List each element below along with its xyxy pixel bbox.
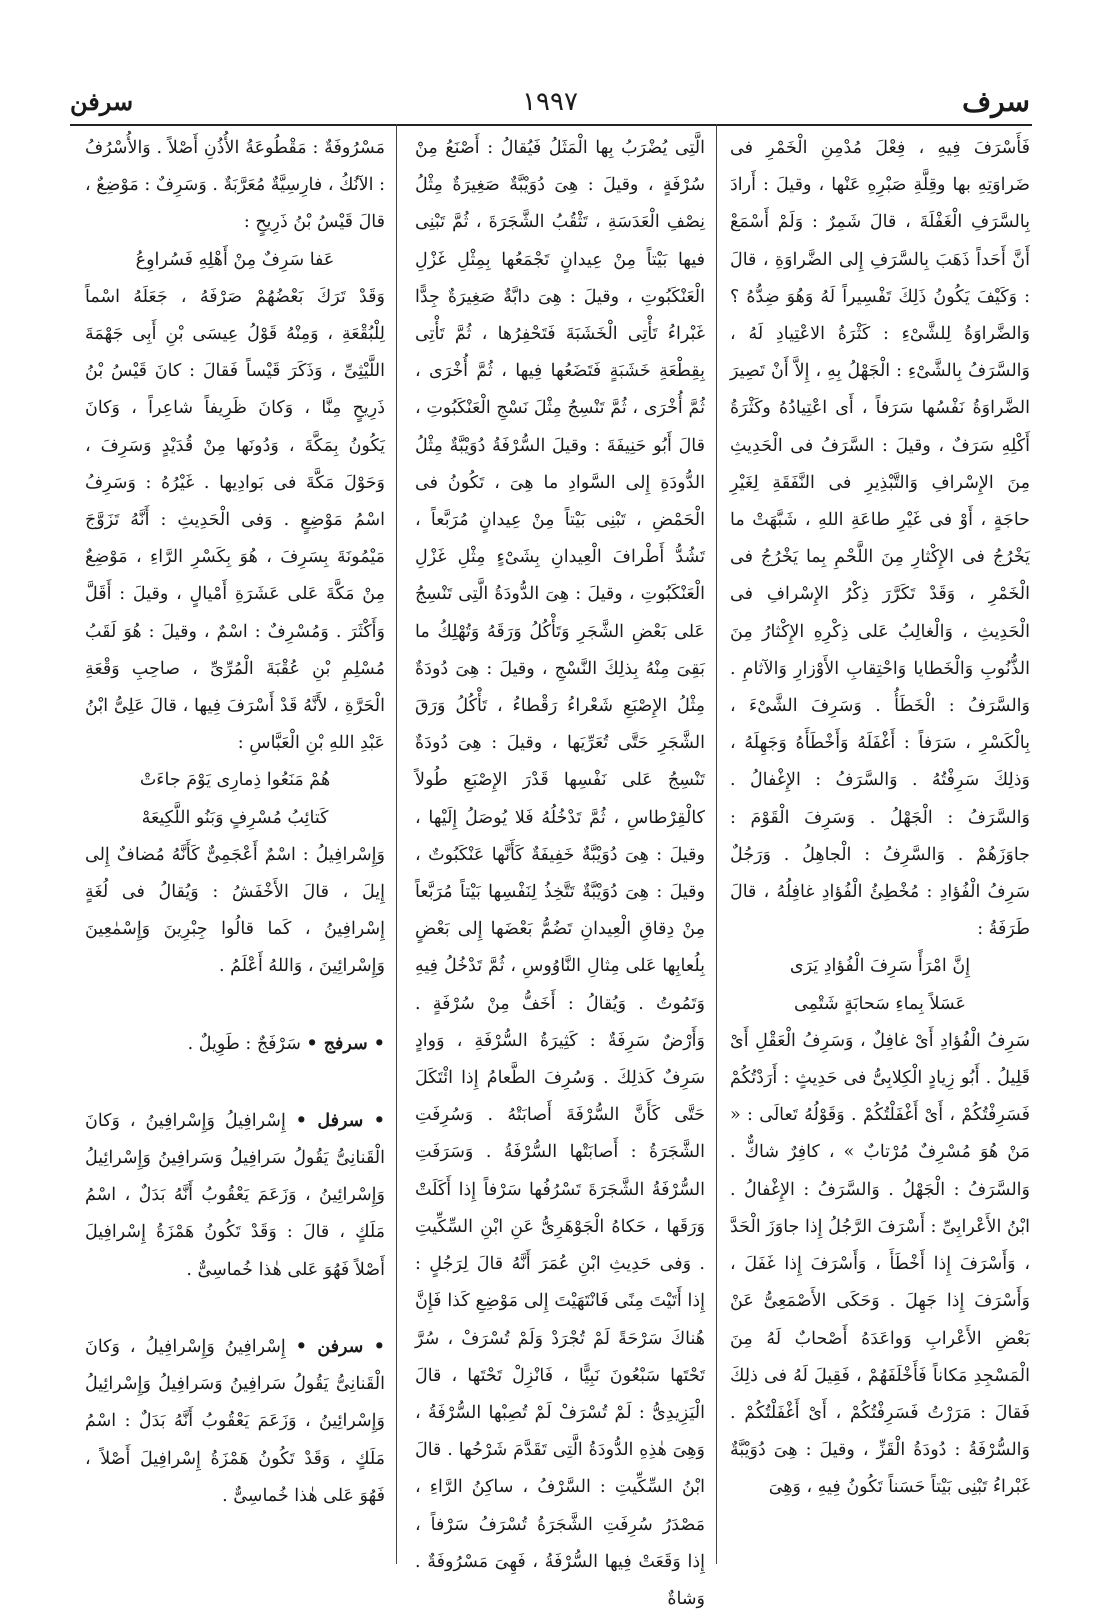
verse-line: هُمْ مَنَعُوا ذِمارِى يَوْمَ جاءَتْ [139,770,331,791]
header-rule [70,124,1032,126]
column-middle [415,130,705,1609]
entry-sarfan [85,1329,385,1515]
entry-gap [85,1063,385,1103]
column-divider-1 [716,124,717,1564]
entry-body: إِسْرافِيلُ وَإِسْرافِينُ ، وَكانَ الْقَنانِىُّ يَقُولُ سَرافِيلُ وَسَرافِينُ وَإِسْرائِيلُ وَإِسْرائِينُ ، وَزَعَمَ يَعْقُوبُ أَنَّهُ بَدَلٌ ، اسْمُ مَلَكٍ ، قالَ : وَقَدْ تَكُونُ هَمْزَةُ إِسْرافِيلَ أَصْلاً فَهُوَ عَلى هٰذا خُماسِىٌّ . [85,1110,385,1280]
entry-headword: • سرفج • [306,1033,385,1054]
paragraph: الَّتِى يُضْرَبُ بِها الْمَثَلُ فَيُقالُ : أَصْنَعُ مِنْ سُرْفَةٍ ، وقيلَ : هِىَ دُوَيْبَّةٌ صَغِيرَةٌ مِثْلُ نِصْفِ الْعَدَسَةِ ، تَثْقُبُ الشَّجَرَةَ ، ثُمَّ تَبْنِى فيها بَيْتاً مِنْ عِيدانٍ تَجْمَعُها بِمِثْلِ غَزْلِ الْعَنْكَبُوتِ ، وقيلَ : هِىَ دابَّةٌ صَغِيرَةٌ جِدًّا غَبْراءُ تَأْتِى الْخَشَبَةَ فَتَحْفِرُها ، ثُمَّ تَأْتِى بِقِطْعَةِ خَشَبَةٍ فَتَضَعُها فِيها ، ثُمَّ أُخْرَى ، ثُمَّ أُخْرَى ، ثُمَّ تَنْسِجُ مِثْلَ نَسْجِ الْعَنْكَبُوتِ ، قالَ أَبُو حَنِيفَةَ : وقيلَ السُّرْفَةُ دُوَيْبَّةٌ مِثْلُ الدُّودَةِ إِلى السَّوادِ ما هِىَ ، تَكُونُ فى الْحَمْضِ ، تَبْنِى بَيْتاً مِنْ عِيدانٍ مُرَبَّعاً ، تَشُدُّ أَطْرافَ الْعِيدانِ بِشَىْءٍ مِثْلِ غَزْلِ الْعَنْكَبُوتِ ، وقيلَ : هِىَ الدُّودَةُ الَّتِى تَنْسِجُ عَلى بَعْضِ الشَّجَرِ وَتَأْكُلُ وَرَقَهُ وَتُهْلِكُ ما بَقِىَ مِنْهُ بِذلِكَ النَّسْجِ ، وقيلَ : هِىَ دُودَةٌ مِثْلُ الإِصْبَعِ شَعْراءُ رَقْطاءُ ، تَأْكُلُ وَرَقَ الشَّجَرِ حَتَّى تُعَرِّيَها ، وقيلَ : هِىَ دُودَةٌ تَنْسِجُ عَلى نَفْسِها قَدْرَ الإِصْبَعِ طُولاً كالْقِرْطاسِ ، ثُمَّ تَدْخُلُهُ فَلا يُوصَلُ إِلَيْها ، وقيلَ : هِىَ دُوَيْبَّةٌ خَفِيفَةٌ كَأَنَّها عَنْكَبُوتٌ ، وقيلَ : هِىَ دُوَيْبَّةٌ تَتَّخِذُ لِنَفْسِها بَيْتاً مُرَبَّعاً مِنْ دِقاقِ الْعِيدانِ تَضُمُّ بَعْضَها إِلى بَعْضٍ بِلُعابِها عَلى مِثالِ النَّاوُوسِ ، ثُمَّ تَدْخُلُ فِيهِ وَتَمُوتُ . وَيُقالُ : أَخَفُّ مِنْ سُرْفَةٍ . وَأَرْضٌ سَرِفَةٌ : كَثِيرَةُ السُّرْفَةِ ، وَوادٍ سَرِفٌ كَذلِكَ . وَسُرِفَ الطَّعامُ إِذا ائْتَكَلَ حَتَّى كَأَنَّ السُّرْفَةَ أَصابَتْهُ . وَسُرِفَتِ الشَّجَرَةُ : أَصابَتْها السُّرْفَةُ . وَسَرَفَتِ السُّرْفَةُ الشَّجَرَةَ تَسْرُفُها سَرْفاً إِذا أَكَلَتْ وَرَقَها ، حَكاهُ الْجَوْهَرِىُّ عَنِ ابْنِ السِّكِّيتِ . وَفى حَدِيثِ ابْنِ عُمَرَ أَنَّهُ قالَ لِرَجُلٍ : إِذا أَتَيْتَ مِنًى فَانْتَهَيْتَ إِلى مَوْضِعِ كَذا فَإِنَّ هُناكَ سَرْحَةً لَمْ تُجْرَدْ وَلَمْ تُسْرَفْ ، سُرَّ تَحْتَها سَبْعُونَ نَبِيًّا ، فَانْزِلْ تَحْتَها ، قالَ الْيَزِيدِىُّ : لَمْ تُسْرَفْ لَمْ تُصِبْها السُّرْفَةُ ، وَهِىَ هٰذِهِ الدُّودَةُ الَّتِى تَقَدَّمَ شَرْحُها . قالَ ابْنُ السِّكِّيتِ : السَّرْفُ ، ساكِنُ الرَّاءِ ، مَصْدَرُ سُرِفَتِ الشَّجَرَةُ تُسْرَفُ سَرْفاً ، إِذا وَقَعَتْ فِيها السُّرْفَةُ ، فَهِىَ مَسْرُوفَةٌ . وَشاةٌ [415,138,705,1609]
entry-gap [85,986,385,1026]
running-headword-left: سرفن [70,87,134,116]
page-number: ١٩٩٧ [522,87,578,117]
entry-body: سَرْفَجٌ : طَوِيلٌ . [187,1033,301,1054]
entry-gap [85,1289,385,1329]
verse-line: كَتائِبُ مُسْرِفٍ وَبَنُو اللَّكِيعَهْ [141,807,329,828]
paragraph: وَإِسْرافِيلُ : اسْمٌ أَعْجَمِىٌّ كَأَنَّهُ مُضافٌ إِلى إِيلَ ، قالَ الأَخْفَشُ : وَيُقالُ فى لُغَةٍ إِسْرافِينُ ، كَما قالُوا جِبْرِينَ وَإِسْمٰعِينَ وَإِسْرائِينَ ، وَاللهُ أَعْلَمُ . [85,844,385,977]
paragraph: وَقَدْ تَرَكَ بَعْضُهُمْ صَرْفَهُ ، جَعَلَهُ اسْماً لِلْبُقْعَةِ ، وَمِنْهُ قَوْلُ عِيسَى بْنِ أَبِى جَهْمَةَ اللَّيْثِىِّ ، وَذَكَرَ قَيْساً فَقالَ : كانَ قَيْسُ بْنُ ذَرِيحٍ مِنَّا ، وَكانَ ظَرِيفاً شاعِراً ، وَكانَ يَكُونُ بِمَكَّةَ ، وَدُونَها مِنْ قُدَيْدٍ وَسَرِفَ ، وَحَوْلَ مَكَّةَ فى بَوادِيها . غَيْرُهُ : وَسَرِفُ اسْمُ مَوْضِعٍ . وَفى الْحَدِيثِ : أَنَّهُ تَزَوَّجَ مَيْمُونَةَ بِسَرِفَ ، هُوَ بِكَسْرِ الرَّاءِ ، مَوْضِعٌ مِنْ مَكَّةَ عَلى عَشَرَةِ أَمْيالٍ ، وقيلَ : أَقَلَّ وَأَكْثَرَ . وَمُسْرِفٌ : اسْمٌ ، وقيلَ : هُوَ لَقَبُ مُسْلِمِ بْنِ عُقْبَةَ الْمُرِّىِّ ، صاحِبِ وَقْعَةِ الْحَرَّةِ ، لأَنَّهُ قَدْ أَسْرَفَ فِيها ، قالَ عَلِىُّ ابْنُ عَبْدِ اللهِ بْنِ الْعَبَّاسِ : [85,286,385,754]
column-right [730,130,1030,1570]
verse-line: عَفا سَرِفٌ مِنْ أَهْلِهِ فَسُراوِعُ [135,249,335,270]
verse-line: عَسَلاً بِماءِ سَحابَةٍ شَتْمِى [794,993,966,1014]
entry-body: إِسْرافِينُ وَإِسْرافِيلُ ، وَكانَ الْقَنانِىُّ يَقُولُ سَرافِينُ وَسَرافِيلُ وَإِسْرائِيلُ وَإِسْرائِينُ ، وَزَعَمَ يَعْقُوبُ أَنَّهُ بَدَلٌ : اسْمُ مَلَكٍ ، وَقَدْ تَكُونُ هَمْزَةُ إِسْرافِيلَ أَصْلاً ، فَهُوَ عَلى هٰذا خُماسِىٌّ . [85,1336,385,1506]
column-left [85,130,385,1570]
paragraph: فَأَسْرَفَ فِيهِ ، فِعْلَ مُدْمِنِ الْخَمْرِ فى ضَراوَتِهِ بها وقِلَّةِ صَبْرِهِ عَنْها ، وقيلَ : أَرادَ بِالسَّرَفِ الْغَفْلَةَ ، قالَ شَمِرٌ : وَلَمْ أَسْمَعْ أَنَّ أَحَداً ذَهَبَ بِالسَّرَفِ إِلى الضَّراوَةِ ، قالَ : وَكَيْفَ يَكُونُ ذَلِكَ تَفْسِيراً لَهُ وَهُوَ ضِدُّهُ ؟ وَالضَّراوَةُ لِلشَّىْءِ : كَثْرَةُ الاعْتِيادِ لَهُ ، وَالسَّرَفُ بِالشَّىْءِ : الْجَهْلُ بِهِ ، إِلاَّ أَنْ تَصِيرَ الضَّراوَةُ نَفْسُها سَرَفاً ، أَى اعْتِيادُهُ وكَثْرَةُ أَكْلِهِ سَرَفٌ ، وقيلَ : السَّرَفُ فى الْحَدِيثِ مِنَ الإِسْرافِ وَالتَّبْذِيرِ فى النَّفَقَةِ لِغَيْرِ حاجَةٍ ، أَوْ فى غَيْرِ طاعَةِ اللهِ ، شَبَّهَتْ ما يَخْرُجُ فى الإِكْثارِ مِنَ اللَّحْمِ بِما يَخْرُجُ فى الْخَمْرِ ، وَقَدْ تَكَرَّرَ ذِكْرُ الإِسْرافِ فى الْحَدِيثِ ، وَالْغالِبُ عَلى ذِكْرِهِ الإِكْثارُ مِنَ الذُّنُوبِ وَالْخَطايا وَاحْتِقابِ الأَوْزارِ وَالآثامِ . وَالسَّرَفُ : الْخَطَأُ . وَسَرِفَ الشَّىْءَ ، بِالْكَسْرِ ، سَرَفاً : أَغْفَلَهُ وَأَخْطَأَهُ وَجَهِلَهُ ، وَذلِكَ سَرِفْتُهُ . وَالسَّرَفُ : الإِغْفالُ . وَالسَّرَفُ : الْجَهْلُ . وَسَرِفَ الْقَوْمَ : جاوَزَهُمْ . وَالسَّرِفُ : الْجاهِلُ . وَرَجُلٌ سَرِفُ الْفُؤادِ : مُخْطِئُ الْفُؤادِ غافِلُهُ ، قالَ طَرَفَةُ : [730,138,1030,940]
paragraph: مَسْرُوفَةٌ : مَقْطُوعَةُ الأُذُنِ أَصْلاً . وَالأُسْرُفُ : الآنُكُ ، فارِسِيَّةٌ مُعَرَّبَةٌ . وَسَرِفٌ : مَوْضِعٌ ، قالَ قَيْسُ بْنُ ذَرِيحٍ : [85,138,385,233]
entry-sarfaj [85,1026,385,1063]
column-divider-2 [396,124,397,1564]
entry-sarfal [85,1103,385,1289]
entry-headword: • سرفن • [295,1336,385,1357]
page-header [70,82,1030,122]
paragraph: سَرِفُ الْفُؤادِ أَىْ غافِلٌ ، وَسَرِفُ الْعَقْلِ أَىْ قَلِيلُ . أَبُو زِيادٍ الْكِلابِىُّ فى حَدِيثٍ : أَرَدْتُكُمْ فَسَرِفْتُكُمْ ، أَىْ أَغْفَلْتُكُمْ . وَقَوْلُهُ تَعالَى : « مَنْ هُوَ مُسْرِفٌ مُرْتابٌ » ، كافِرٌ شاكٌّ . وَالسَّرَفُ : الْجَهْلُ . وَالسَّرَفُ : الإِغْفالُ . ابْنُ الأَعْرابِىِّ : أَسْرَفَ الرَّجُلُ إِذا جاوَزَ الْحَدَّ ، وَأَسْرَفَ إِذا أَخْطَأَ ، وَأَسْرَفَ إِذا غَفَلَ ، وَأَسْرَفَ إِذا جَهِلَ . وَحَكَى الأَصْمَعِىُّ عَنْ بَعْضِ الأَعْرابِ وَواعَدَهُ أَصْحابٌ لَهُ مِنَ الْمَسْجِدِ مَكاناً فَأَخْلَفَهُمْ ، فَقِيلَ لَهُ فى ذلِكَ فَقالَ : مَرَرْتُ فَسَرِفْتُكُمْ ، أَىْ أَغْفَلْتُكُمْ . وَالسُّرْفَةُ : دُودَةُ الْقَزِّ ، وقيلَ : هِىَ دُوَيْبَّةٌ غَبْراءُ تَبْنِى بَيْتاً حَسَناً تَكُونُ فِيهِ ، وَهِىَ [730,1030,1030,1498]
running-headword-right: سرف [962,85,1030,118]
verse-line: إِنَّ امْرَأً سَرِفَ الْفُؤادِ يَرَى [789,956,971,977]
entry-headword: • سرفل • [295,1110,385,1131]
